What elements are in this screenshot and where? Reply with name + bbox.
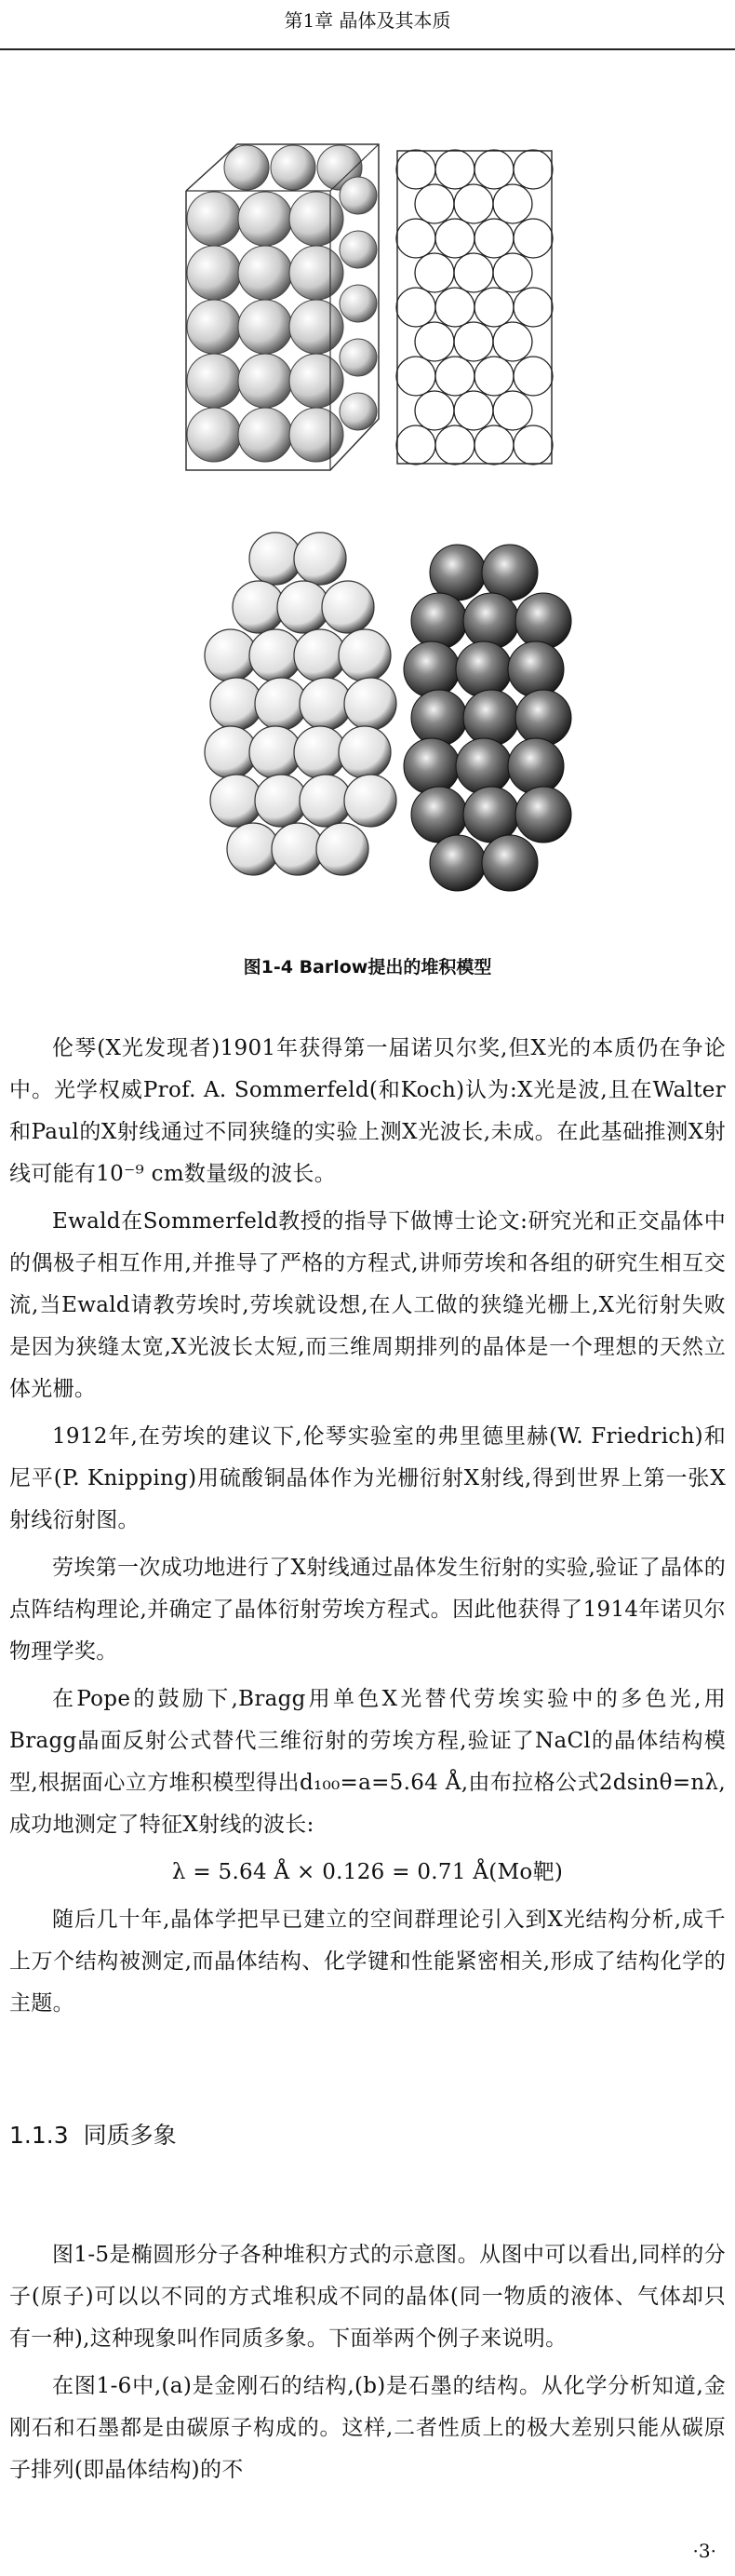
sphere: [404, 738, 460, 794]
sphere: [493, 322, 532, 361]
paragraph: 在Pope的鼓励下,Bragg用单色X光替代劳埃实验中的多色光,用Bragg晶面反射公式替代三维衍射的劳埃方程,验证了NaCl的晶体结构模型,根据面心立方堆积模型得出d₁₀₀=a=5.64 Å,由布拉格公式2dsinθ=nλ,成功地测定了特征X射线的波长:: [9, 1687, 726, 1837]
sphere: [493, 184, 532, 223]
sphere: [456, 641, 512, 697]
paragraph: 随后几十年,晶体学把早已建立的空间群理论引入到X光结构分析,成千上万个结构被测定,而晶体结构、化学键和性能紧密相关,形成了结构化学的主题。: [9, 1908, 726, 2016]
sphere: [435, 357, 474, 396]
sphere: [515, 690, 571, 746]
sphere: [435, 425, 474, 465]
paragraph: Ewald在Sommerfeld教授的指导下做博士论文:研究光和正交晶体中的偶极子相互作用,并推导了严格的方程式,讲师劳埃和各组的研究生相互交流,当Ewald请教劳埃时,劳埃就设想,在人工做的狭缝光栅上,X光衍射失败是因为狭缝太宽,X光波长太短,而三维周期排列的晶体是一个理想的天然立体光栅。: [9, 1209, 726, 1401]
sphere: [411, 593, 467, 649]
sphere: [454, 322, 493, 361]
sphere: [340, 177, 377, 214]
sphere: [289, 300, 343, 354]
cubic-packing-model: [181, 140, 381, 475]
sphere: [238, 246, 292, 300]
sphere: [224, 145, 269, 190]
sphere: [435, 150, 474, 189]
sphere: [340, 285, 377, 322]
sphere: [238, 408, 292, 462]
sphere: [514, 288, 553, 327]
sphere: [340, 339, 377, 376]
sphere: [514, 150, 553, 189]
sphere: [340, 393, 377, 430]
sphere: [474, 425, 514, 465]
sphere: [322, 581, 374, 633]
sphere: [514, 219, 553, 258]
sphere: [435, 288, 474, 327]
pyramid-packing-dark: [386, 535, 581, 898]
sphere: [187, 246, 241, 300]
sphere: [430, 545, 486, 600]
sphere: [396, 150, 435, 189]
sphere: [339, 726, 391, 778]
sphere: [415, 391, 454, 430]
hexagonal-packing-projection: [395, 149, 554, 465]
sphere: [463, 593, 519, 649]
sphere: [514, 357, 553, 396]
pyramid-packing-light: [186, 521, 409, 894]
sphere: [396, 425, 435, 465]
sphere: [316, 823, 368, 875]
section-heading: [9, 2117, 192, 2151]
sphere: [493, 391, 532, 430]
paragraph: 在图1-6中,(a)是金刚石的结构,(b)是石墨的结构。从化学分析知道,金刚石和石墨都是由碳原子构成的。这样,二者性质上的极大差别只能从碳原子排列(即晶体结构)的不: [9, 2374, 726, 2482]
body-text-2: [9, 2234, 726, 2497]
sphere: [474, 150, 514, 189]
sphere: [430, 835, 486, 891]
sphere: [415, 253, 454, 292]
sphere: [339, 629, 391, 681]
sphere: [187, 354, 241, 408]
sphere: [187, 300, 241, 354]
sphere: [415, 322, 454, 361]
paragraph: 劳埃第一次成功地进行了X射线通过晶体发生衍射的实验,验证了晶体的点阵结构理论,并确定了晶体衍射劳埃方程式。因此他获得了1914年诺贝尔物理学奖。: [9, 1556, 726, 1664]
sphere: [271, 145, 315, 190]
sphere: [474, 288, 514, 327]
sphere: [454, 391, 493, 430]
header-rule: [0, 48, 735, 50]
sphere: [508, 641, 564, 697]
sphere: [493, 253, 532, 292]
paragraph: 1912年,在劳埃的建议下,伦琴实验室的弗里德里赫(W. Friedrich)和尼平(P. Knipping)用硫酸铜晶体作为光栅衍射X射线,得到世界上第一张X射线衍射图。: [9, 1424, 726, 1532]
sphere: [396, 357, 435, 396]
sphere: [508, 738, 564, 794]
sphere: [238, 192, 292, 246]
sphere: [289, 246, 343, 300]
sphere: [463, 787, 519, 843]
sphere: [482, 835, 538, 891]
page-number: ·3·: [692, 2540, 716, 2562]
sphere: [238, 300, 292, 354]
sphere: [456, 738, 512, 794]
sphere: [515, 787, 571, 843]
sphere: [289, 354, 343, 408]
equation: λ = 5.64 Å × 0.126 = 0.71 Å(Mo靶): [171, 1860, 564, 1884]
sphere: [435, 219, 474, 258]
body-text: [9, 1028, 726, 2030]
paragraph: 图1-5是椭圆形分子各种堆积方式的示意图。从图中可以看出,同样的分子(原子)可以以不同的方式堆积成不同的晶体(同一物质的液体、气体却只有一种),这种现象叫作同质多象。下面举两个例子来说明。: [9, 2243, 726, 2351]
section-number: 1.1.3: [9, 2122, 69, 2149]
sphere: [238, 354, 292, 408]
running-header: 第1章 晶体及其本质: [284, 9, 451, 32]
sphere: [411, 690, 467, 746]
sphere: [294, 533, 346, 585]
sphere: [415, 184, 454, 223]
sphere: [187, 408, 241, 462]
figure-caption: 图1-4 Barlow提出的堆积模型: [243, 957, 492, 978]
sphere: [515, 593, 571, 649]
sphere: [482, 545, 538, 600]
sphere: [454, 253, 493, 292]
sphere: [396, 219, 435, 258]
sphere: [474, 219, 514, 258]
paragraph: 伦琴(X光发现者)1901年获得第一届诺贝尔奖,但X光的本质仍在争论中。光学权威Prof. A. Sommerfeld(和Koch)认为:X光是波,且在Walter和Paul的X射线通过不同狭缝的实验上测X光波长,未成。在此基础推测X射线可能有10⁻⁹ cm数量级的波长。: [9, 1036, 726, 1186]
sphere: [396, 288, 435, 327]
sphere: [187, 192, 241, 246]
sphere: [404, 641, 460, 697]
sphere: [289, 408, 343, 462]
sphere: [463, 690, 519, 746]
sphere: [514, 425, 553, 465]
sphere: [474, 357, 514, 396]
sphere: [289, 192, 343, 246]
section-title: 同质多象: [83, 2122, 177, 2149]
sphere: [454, 184, 493, 223]
sphere: [340, 231, 377, 268]
sphere: [411, 787, 467, 843]
